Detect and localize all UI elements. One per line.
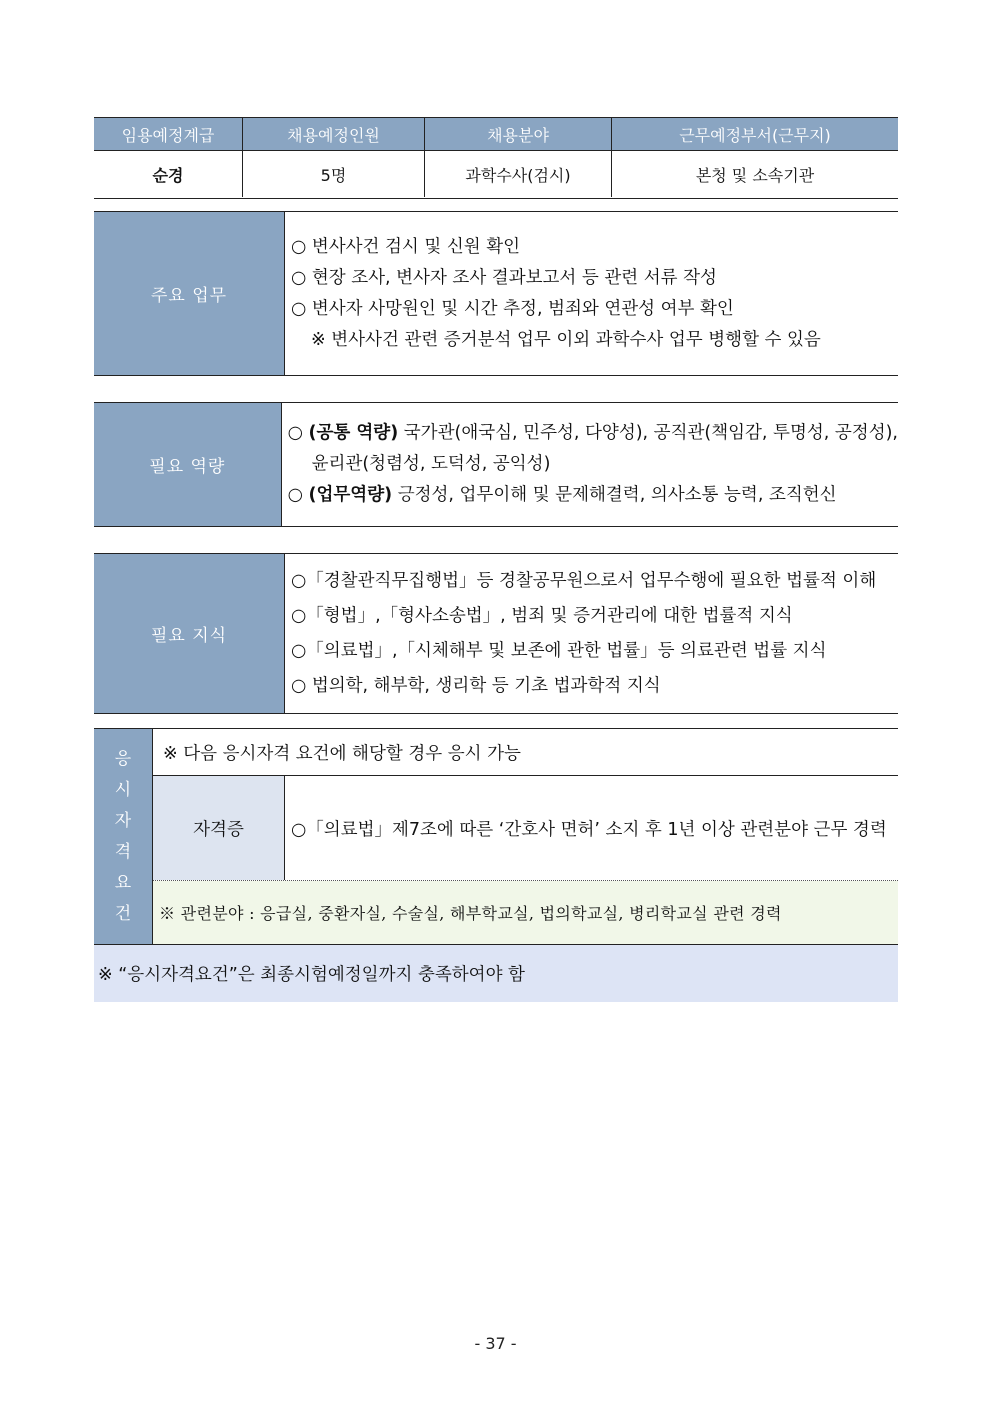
qualification-label-char: 건 [114,903,132,924]
common-competency-line [288,418,898,449]
certificate-row [153,776,898,881]
knowledge-line: ○「의료법」,「시체해부 및 보존에 관한 법률」등 의료관련 법률 지식 [291,640,827,661]
qualification-section [94,728,898,945]
qualification-label-char: 시 [114,779,132,800]
knowledge-line: ○「형법」,「형사소송법」, 범죄 및 증거관리에 대한 법률적 지식 [291,605,793,626]
work-competency-line [288,480,898,511]
qualification-label-char: 요 [114,872,132,893]
header-rank: 임용예정계급 [94,118,243,150]
required-knowledge-section [94,553,898,714]
common-competency-line-2: 윤리관(청렴성, 도덕성, 공익성) [311,454,551,474]
summary-value-row [94,151,898,197]
duty-note: ※ 변사사건 관련 증거분석 업무 이외 과학수사 업무 병행할 수 있음 [311,329,821,350]
qualification-label [94,729,153,944]
work-competency-title: (업무역량) [308,485,393,505]
bullet: ○ [287,423,303,443]
duty-line: ○ 변사사건 검시 및 신원 확인 [291,236,521,257]
qualification-deadline-note: ※ “응시자격요건”은 최종시험예정일까지 충족하여야 함 [94,945,898,1002]
required-knowledge-content [285,554,898,713]
value-headcount: 5명 [243,151,425,197]
value-field: 과학수사(검시) [425,151,612,197]
qualification-content [153,729,898,944]
qualification-label-char: 격 [114,841,132,862]
certificate-requirement: ○「의료법」제7조에 따른 ‘간호사 면허’ 소지 후 1년 이상 관련분야 근무 경력 [291,819,887,840]
required-competency-section [94,402,898,527]
required-competency-label: 필요 역량 [94,403,282,526]
main-duties-label: 주요 업무 [94,212,285,375]
summary-header-row [94,117,898,151]
knowledge-line: ○「경찰관직무집행법」등 경찰공무원으로서 업무수행에 필요한 법률적 이해 [291,570,877,591]
qualification-label-char: 응 [114,748,132,769]
common-competency-text: 국가관(애국심, 민주성, 다양성), 공직관(책임감, 투명성, 공정성), [398,423,898,443]
duty-line: ○ 변사자 사망원인 및 시간 추정, 범죄와 연관성 여부 확인 [291,298,734,319]
duty-line: ○ 현장 조사, 변사자 조사 결과보고서 등 관련 서류 작성 [291,267,717,288]
qualification-note: ※ 다음 응시자격 요건에 해당할 경우 응시 가능 [153,729,898,776]
page-number: - 37 - [474,1334,517,1353]
work-competency-text: 긍정성, 업무이해 및 문제해결력, 의사소통 능력, 조직헌신 [392,485,837,505]
required-knowledge-label: 필요 지식 [94,554,285,713]
header-headcount: 채용예정인원 [243,118,425,150]
header-department: 근무예정부서(근무지) [679,125,831,145]
main-duties-content [285,212,898,375]
recruitment-summary-table [94,117,898,199]
value-department: 본청 및 소속기관 [695,165,815,185]
main-duties-section [94,211,898,376]
header-field: 채용분야 [425,118,612,150]
knowledge-line: ○ 법의학, 해부학, 생리학 등 기초 법과학적 지식 [291,675,661,696]
value-rank: 순경 [94,151,243,197]
qualification-label-char: 자 [114,810,132,831]
bullet: ○ [287,485,303,505]
certificate-label: 자격증 [153,776,285,880]
common-competency-title: (공통 역량) [308,423,399,443]
related-field-note: ※ 관련분야 : 응급실, 중환자실, 수술실, 해부학교실, 법의학교실, 병리학교실 관련 경력 [153,881,898,944]
required-competency-content [282,403,898,526]
